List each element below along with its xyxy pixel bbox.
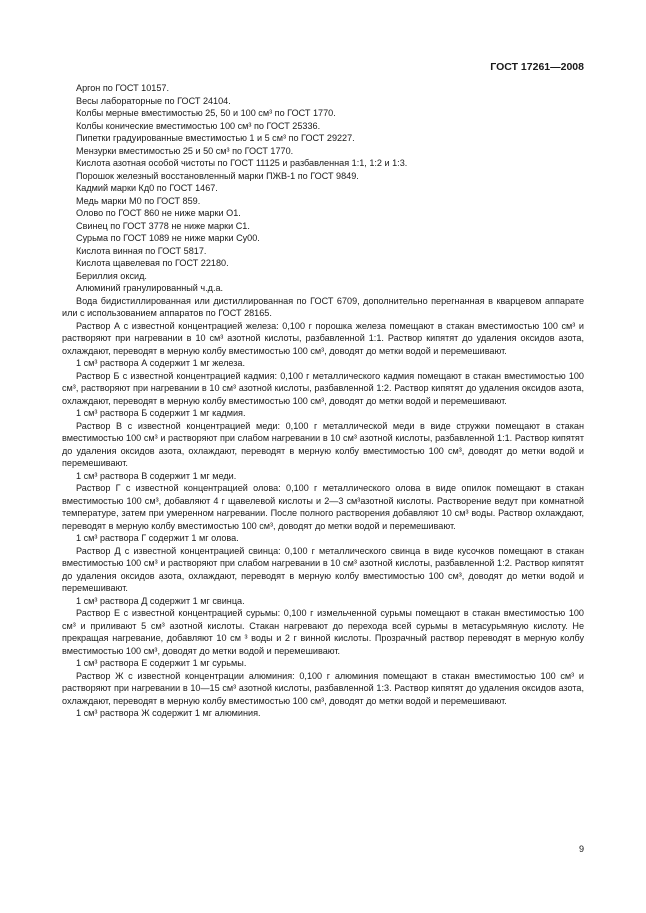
reagent-item: Сурьма по ГОСТ 1089 не ниже марки Су00. <box>76 233 260 243</box>
reagent-item: Колбы мерные вместимостью 25, 50 и 100 см³ по ГОСТ 1770. <box>76 108 336 118</box>
solution-preparation: Раствор А с известной концентрацией железа: 0,100 г порошка железа помещают в стакан вместимостью 100 см³ и растворяют при нагревании в 10 см³ азотной кислоты, разбавленной 1:1. Раствор кипятят до удаления оксидов азота, охлаждают, переводят в мерную колбу вместимостью 100 см³, доводят до метки водой и перемешивают. <box>62 320 584 356</box>
solution-preparation: Раствор Е с известной концентрацией сурьмы: 0,100 г измельченной сурьмы помещают в стакан вместимостью 100 см³ и приливают 5 см³ азотной кислоты. Стакан нагревают до перехода всей сурьмы в метасурьмяную кислоту. Не прекращая нагревание, добавляют 10 см ³ воды и 2 г винной кислоты. Прозрачный раствор переводят в мерную колбу вместимостью 100 см³, доводят до метки водой и перемешивают. <box>62 608 584 656</box>
reagent-item: Весы лабораторные по ГОСТ 24104. <box>76 95 231 106</box>
solution-preparation: Раствор Б с известной концентрацией кадмия: 0,100 г металлического кадмия помещают в стакан вместимостью 100 см³, растворяют при нагревании в 10 см³ азотной кислоты, разбавленной 1:2. Раствор кипятят до удаления оксидов азота, охлаждают, переводят в мерную колбу вместимостью 100 см³, доводят до метки водой и перемешивают. <box>62 370 584 406</box>
solution-g <box>62 482 584 545</box>
reagent-item: Кислота винная по ГОСТ 5817. <box>76 245 207 256</box>
reagent-item: Олово по ГОСТ 860 не ниже марки О1. <box>76 208 241 218</box>
solution-concentration-note: 1 см³ раствора Ж содержит 1 мг алюминия. <box>76 708 261 718</box>
document-body <box>62 82 584 720</box>
reagent-item: Кислота азотная особой чистоты по ГОСТ 11125 и разбавленная 1:1, 1:2 и 1:3. <box>76 158 408 168</box>
solution-concentration-note: 1 см³ раствора Д содержит 1 мг свинца. <box>76 595 245 606</box>
solution-concentration-note: 1 см³ раствора Б содержит 1 мг кадмия. <box>76 408 246 418</box>
solution-preparation: Раствор Г с известной концентрацией олова: 0,100 г металлического олова в виде опилок помещают в стакан вместимостью 100 см³, добавляют 4 г щавелевой кислоты и 2—3 см³азотной кислоты. Растворение ведут при комнатной температуре, затем при умеренном нагревании. После полного растворения добавляют 10 см³ воды. Раствор охлаждают, переводят в мерную колбу вместимостью 100 см³, доводят до метки водой и перемешивают. <box>62 483 584 531</box>
page-number: 9 <box>578 844 584 854</box>
solution-zh <box>62 670 584 720</box>
reagent-item: Кадмий марки Кд0 по ГОСТ 1467. <box>76 183 218 193</box>
reagent-item: Медь марки М0 по ГОСТ 859. <box>76 195 201 206</box>
solution-b <box>62 370 584 420</box>
solution-concentration-note: 1 см³ раствора Г содержит 1 мг олова. <box>76 533 239 543</box>
solution-a <box>62 320 584 370</box>
solution-preparation: Раствор Ж с известной концентрации алюминия: 0,100 г алюминия помещают в стакан вместимостью 100 см³ и растворяют при нагревании в 10—15 см³ азотной кислоты, разбавленной 1:3. Раствор кипятят до удаления оксидов азота, охлаждают, переводят в мерную колбу вместимостью 100 см³, доводят до метки водой и перемешивают. <box>62 670 584 706</box>
reagent-item: Колбы конические вместимостью 100 см³ по ГОСТ 25336. <box>76 120 321 131</box>
reagent-item: Бериллия оксид. <box>76 270 147 281</box>
reagent-item: Порошок железный восстановленный марки ПЖВ-1 по ГОСТ 9849. <box>76 170 359 181</box>
standard-number-header: ГОСТ 17261—2008 <box>490 61 584 73</box>
solution-v <box>62 420 584 483</box>
reagent-item: Кислота щавелевая по ГОСТ 22180. <box>76 258 229 268</box>
reagent-item: Аргон по ГОСТ 10157. <box>76 83 170 93</box>
reagent-item: Пипетки градуированные вместимостью 1 и 5 см³ по ГОСТ 29227. <box>76 133 355 143</box>
reagent-item: Мензурки вместимостью 25 и 50 см³ по ГОСТ 1770. <box>76 145 294 156</box>
water-paragraph: Вода бидистиллированная или дистиллированная по ГОСТ 6709, дополнительно перегнанная в кварцевом аппарате или с использованием аппаратов по ГОСТ 28165. <box>62 295 584 318</box>
solution-concentration-note: 1 см³ раствора В содержит 1 мг меди. <box>76 470 237 481</box>
solution-preparation: Раствор Д с известной концентрацией свинца: 0,100 г металлического свинца в виде кусочков помещают в стакан вместимостью 100 см³ и растворяют при слабом нагревании в 10 см³ азотной кислоты, разбавленной 1:2. Раствор кипятят до удаления оксидов азота, охлаждают, переводят в мерную колбу вместимостью 100 см³, доводят до метки водой и перемешивают. <box>62 545 584 593</box>
solution-preparation: Раствор В с известной концентрацией меди: 0,100 г металлической меди в виде стружки помещают в стакан вместимостью 100 см³ и растворяют при слабом нагревании в 10 см³ азотной кислоты, разбавленной 1:1. Раствор кипятят до удаления оксидов азота, охлаждают, переводят в мерную колбу вместимостью 100 см³, доводят до метки водой и перемешивают. <box>62 420 584 468</box>
solution-d <box>62 545 584 608</box>
solution-concentration-note: 1 см³ раствора А содержит 1 мг железа. <box>76 358 246 368</box>
solution-e <box>62 607 584 670</box>
solution-concentration-note: 1 см³ раствора Е содержит 1 мг сурьмы. <box>76 658 247 668</box>
reagent-item: Алюминий гранулированный ч.д.а. <box>76 283 224 293</box>
reagent-item: Свинец по ГОСТ 3778 не ниже марки С1. <box>76 220 250 231</box>
reagents-list <box>62 82 584 295</box>
